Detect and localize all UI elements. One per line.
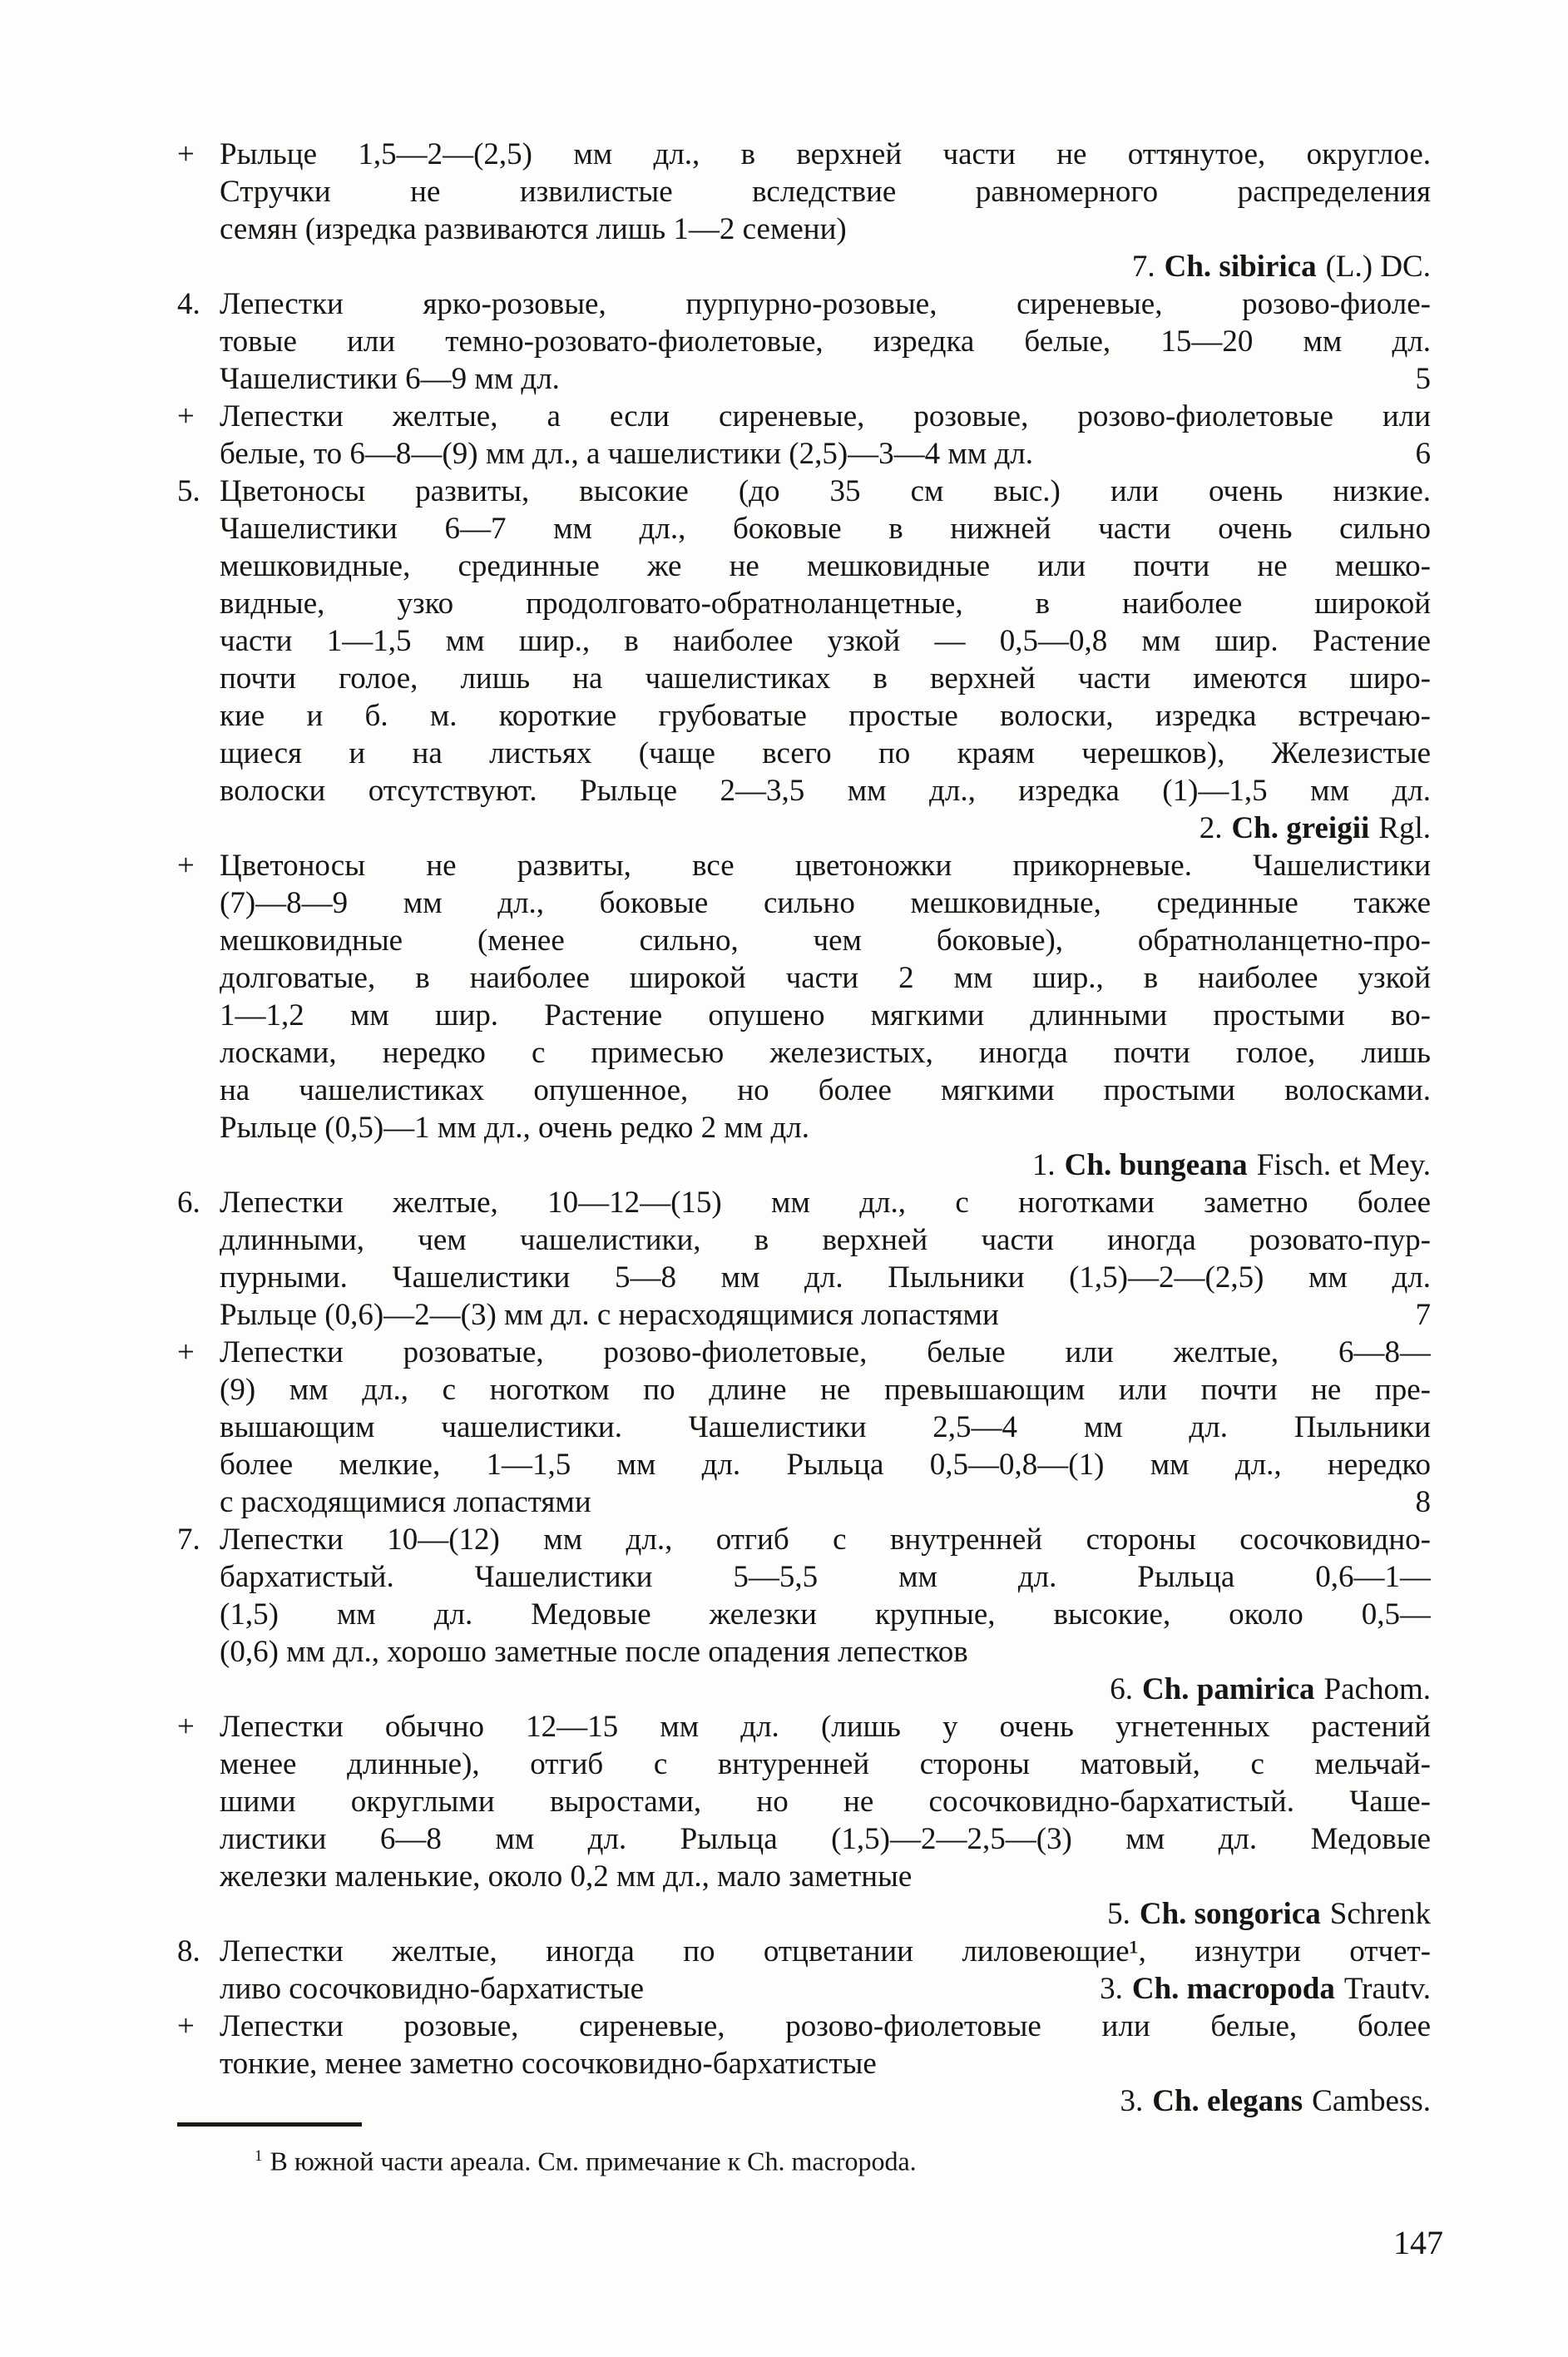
key-line	[177, 660, 1431, 697]
key-line	[177, 360, 1431, 398]
key-line	[177, 510, 1431, 547]
entry-text: мешковидные (менее сильно, чем боковые), обратноланцетно-про-	[220, 923, 1431, 958]
species-ref-line	[177, 810, 1431, 847]
key-line	[177, 1633, 1431, 1671]
entry-text: тонкие, менее заметно сосочковидно-бархатистые	[220, 2047, 877, 2081]
key-line	[177, 435, 1431, 473]
key-line	[177, 2045, 1431, 2082]
entry-text: Лепестки 10—(12) мм дл., отгиб с внутренней стороны сосочковидно-	[220, 1523, 1431, 1557]
footnote-marker: 1	[255, 2147, 263, 2165]
entry-text: менее длинные), отгиб с внтуренней стороны матовый, с мельчай-	[220, 1747, 1431, 1781]
entry-text: семян (изредка развиваются лишь 1—2 семени)	[220, 212, 847, 246]
species-name: Ch. pamirica	[1141, 1672, 1315, 1706]
entry-tail: 5	[1415, 362, 1431, 396]
key-line	[177, 1334, 1431, 1371]
key-line	[177, 136, 1431, 173]
entry-text: длинными, чем чашелистики, в верхней части иногда розовато-пур-	[220, 1223, 1431, 1257]
key-line	[177, 959, 1431, 997]
key-line-with-species-ref	[177, 1970, 1431, 2008]
entry-marker: +	[177, 849, 195, 883]
entry-text: железки маленькие, около 0,2 мм дл., мало заметные	[220, 1859, 913, 1894]
species-number: 2.	[1199, 811, 1223, 845]
entry-marker: 7.	[177, 1523, 200, 1557]
entry-text: Лепестки розовые, сиреневые, розово-фиолетовые или белые, более	[220, 2009, 1431, 2043]
key-line	[177, 1259, 1431, 1296]
key-line	[177, 622, 1431, 660]
footnote	[255, 2140, 917, 2178]
key-line	[177, 323, 1431, 360]
entry-text: части 1—1,5 мм шир., в наиболее узкой — 0,5—0,8 мм шир. Растение	[220, 624, 1431, 658]
entry-text: на чашелистиках опушенное, но более мягкими простыми волосками.	[220, 1073, 1431, 1107]
entry-text: Лепестки желтые, иногда по отцветании лиловеющие¹, изнутри отчет-	[220, 1934, 1431, 1968]
entry-text: Рыльце (0,6)—2—(3) мм дл. с нерасходящимися лопастями	[220, 1298, 999, 1332]
species-ref-line	[177, 1146, 1431, 1184]
entry-text: мешковидные, срединные же не мешковидные или почти не мешко-	[220, 549, 1431, 583]
species-author: Fisch. et Mey.	[1256, 1148, 1431, 1182]
entry-text: Лепестки желтые, а если сиреневые, розовые, розово-фиолетовые или	[220, 399, 1431, 433]
key-line	[177, 398, 1431, 435]
entry-text: Лепестки ярко-розовые, пурпурно-розовые, сиреневые, розово-фиоле-	[220, 287, 1431, 321]
species-author: Rgl.	[1378, 811, 1431, 845]
key-line	[177, 1521, 1431, 1558]
entry-tail: 7	[1415, 1298, 1431, 1332]
key-line	[177, 473, 1431, 510]
key-line	[177, 1296, 1431, 1334]
species-ref-line	[177, 1671, 1431, 1708]
entry-text: почти голое, лишь на чашелистиках в верхней части имеются широ-	[220, 661, 1431, 696]
key-line	[177, 1933, 1431, 1970]
entry-text: Цветоносы не развиты, все цветоножки прикорневые. Чашелистики	[220, 849, 1431, 883]
species-name: Ch. bungeana	[1064, 1148, 1248, 1182]
species-ref-line	[177, 2082, 1431, 2120]
entry-text: вышающим чашелистики. Чашелистики 2,5—4 мм дл. Пыльники	[220, 1410, 1431, 1444]
key-line	[177, 1783, 1431, 1820]
species-ref-line	[177, 248, 1431, 285]
entry-text: (1,5) мм дл. Медовые железки крупные, высокие, около 0,5—	[220, 1597, 1431, 1632]
entry-text: 1—1,2 мм шир. Растение опушено мягкими длинными простыми во-	[220, 998, 1431, 1032]
key-line	[177, 847, 1431, 884]
entry-text: Чашелистики 6—7 мм дл., боковые в нижней части очень сильно	[220, 512, 1431, 546]
entry-text: щиеся и на листьях (чаще всего по краям черешков), Железистые	[220, 736, 1431, 770]
entry-text: листики 6—8 мм дл. Рыльца (1,5)—2—2,5—(3) мм дл. Медовые	[220, 1822, 1431, 1856]
entry-text: бархатистый. Чашелистики 5—5,5 мм дл. Рыльца 0,6—1—	[220, 1560, 1431, 1594]
key-line	[177, 1371, 1431, 1409]
entry-text: шими округлыми выростами, но не сосочковидно-бархатистый. Чаше-	[220, 1785, 1431, 1819]
footnote-text: В южной части ареала. См. примечание к Ch. macropoda.	[270, 2146, 917, 2176]
entry-text: (0,6) мм дл., хорошо заметные после опадения лепестков	[220, 1635, 968, 1669]
entry-text: волоски отсутствуют. Рыльце 2—3,5 мм дл., изредка (1)—1,5 мм дл.	[220, 774, 1431, 808]
key-line	[177, 735, 1431, 772]
species-number: 3.	[1120, 2084, 1144, 2118]
key-line	[177, 1820, 1431, 1858]
entry-text: Лепестки желтые, 10—12—(15) мм дл., с ноготками заметно более	[220, 1186, 1431, 1220]
species-author: Pachom.	[1323, 1672, 1431, 1706]
identification-key-text-block	[177, 136, 1431, 2120]
entry-marker: 4.	[177, 287, 200, 321]
entry-marker: +	[177, 399, 195, 433]
key-line	[177, 285, 1431, 323]
key-line	[177, 1858, 1431, 1895]
entry-marker: +	[177, 1710, 195, 1744]
entry-text: Стручки не извилистые вследствие равномерного распределения	[220, 175, 1431, 209]
footnote-divider	[177, 2122, 362, 2127]
key-line	[177, 1072, 1431, 1109]
key-line	[177, 1109, 1431, 1146]
key-line	[177, 547, 1431, 585]
key-line	[177, 922, 1431, 959]
entry-marker: 8.	[177, 1934, 200, 1968]
key-line	[177, 1596, 1431, 1633]
entry-text: Лепестки розоватые, розово-фиолетовые, белые или желтые, 6—8—	[220, 1335, 1431, 1369]
entry-text: долговатые, в наиболее широкой части 2 мм шир., в наиболее узкой	[220, 961, 1431, 995]
page-number: 147	[1393, 2224, 1443, 2261]
key-line	[177, 1184, 1431, 1221]
key-line	[177, 2008, 1431, 2045]
entry-text: лосками, нередко с примесью железистых, иногда почти голое, лишь	[220, 1036, 1431, 1070]
entry-text: Лепестки обычно 12—15 мм дл. (лишь у очень угнетенных растений	[220, 1710, 1431, 1744]
entry-text: Цветоносы развиты, высокие (до 35 см выс.) или очень низкие.	[220, 474, 1431, 508]
entry-text: товые или темно-розовато-фиолетовые, изредка белые, 15—20 мм дл.	[220, 324, 1431, 359]
entry-marker: 6.	[177, 1186, 200, 1220]
entry-text: с расходящимися лопастями	[220, 1485, 591, 1519]
key-line	[177, 1409, 1431, 1446]
species-number: 3.	[1100, 1972, 1123, 2006]
species-author: Trautv.	[1343, 1972, 1431, 2006]
species-name: Ch. elegans	[1152, 2084, 1303, 2118]
species-name: Ch. songorica	[1139, 1897, 1321, 1931]
entry-marker: +	[177, 1335, 195, 1369]
species-ref-line	[177, 1895, 1431, 1933]
entry-marker: +	[177, 2009, 195, 2043]
key-line	[177, 884, 1431, 922]
entry-text: пурными. Чашелистики 5—8 мм дл. Пыльники (1,5)—2—(2,5) мм дл.	[220, 1260, 1431, 1295]
entry-text: кие и б. м. короткие грубоватые простые волоски, изредка встречаю-	[220, 699, 1431, 733]
key-line	[177, 1034, 1431, 1072]
key-line	[177, 1483, 1431, 1521]
entry-text: Рыльце 1,5—2—(2,5) мм дл., в верхней части не оттянутое, округлое.	[220, 137, 1431, 171]
species-author: Schrenk	[1329, 1897, 1431, 1931]
key-line	[177, 585, 1431, 622]
species-number: 5.	[1107, 1897, 1130, 1931]
key-line	[177, 697, 1431, 735]
key-line	[177, 1221, 1431, 1259]
key-line	[177, 772, 1431, 810]
entry-text: более мелкие, 1—1,5 мм дл. Рыльца 0,5—0,8—(1) мм дл., нередко	[220, 1448, 1431, 1482]
entry-tail: 8	[1415, 1485, 1431, 1519]
species-name: Ch. macropoda	[1131, 1972, 1335, 2006]
key-line	[177, 210, 1431, 248]
entry-text: белые, то 6—8—(9) мм дл., а чашелистики (2,5)—3—4 мм дл.	[220, 437, 1034, 471]
key-line	[177, 173, 1431, 210]
key-line	[177, 997, 1431, 1034]
entry-text: ливо сосочковидно-бархатистые	[220, 1972, 645, 2006]
entry-text: видные, узко продолговато-обратноланцетные, в наиболее широкой	[220, 587, 1431, 621]
key-line	[177, 1708, 1431, 1745]
entry-marker: 5.	[177, 474, 200, 508]
key-line	[177, 1446, 1431, 1483]
species-name: Ch. greigii	[1231, 811, 1370, 845]
entry-marker: +	[177, 137, 195, 171]
entry-text: Чашелистики 6—9 мм дл.	[220, 362, 560, 396]
species-author: (L.) DC.	[1325, 250, 1431, 284]
species-author: Cambess.	[1312, 2084, 1431, 2118]
entry-text: Рыльце (0,5)—1 мм дл., очень редко 2 мм дл.	[220, 1111, 809, 1145]
entry-text: (7)—8—9 мм дл., боковые сильно мешковидные, срединные также	[220, 886, 1431, 920]
key-line	[177, 1745, 1431, 1783]
entry-tail: 6	[1415, 437, 1431, 471]
species-number: 6.	[1110, 1672, 1133, 1706]
species-name: Ch. sibirica	[1164, 250, 1317, 284]
key-line	[177, 1558, 1431, 1596]
species-number: 7.	[1131, 250, 1155, 284]
species-number: 1.	[1031, 1148, 1056, 1182]
entry-text: (9) мм дл., с ноготком по длине не превышающим или почти не пре-	[220, 1373, 1431, 1407]
